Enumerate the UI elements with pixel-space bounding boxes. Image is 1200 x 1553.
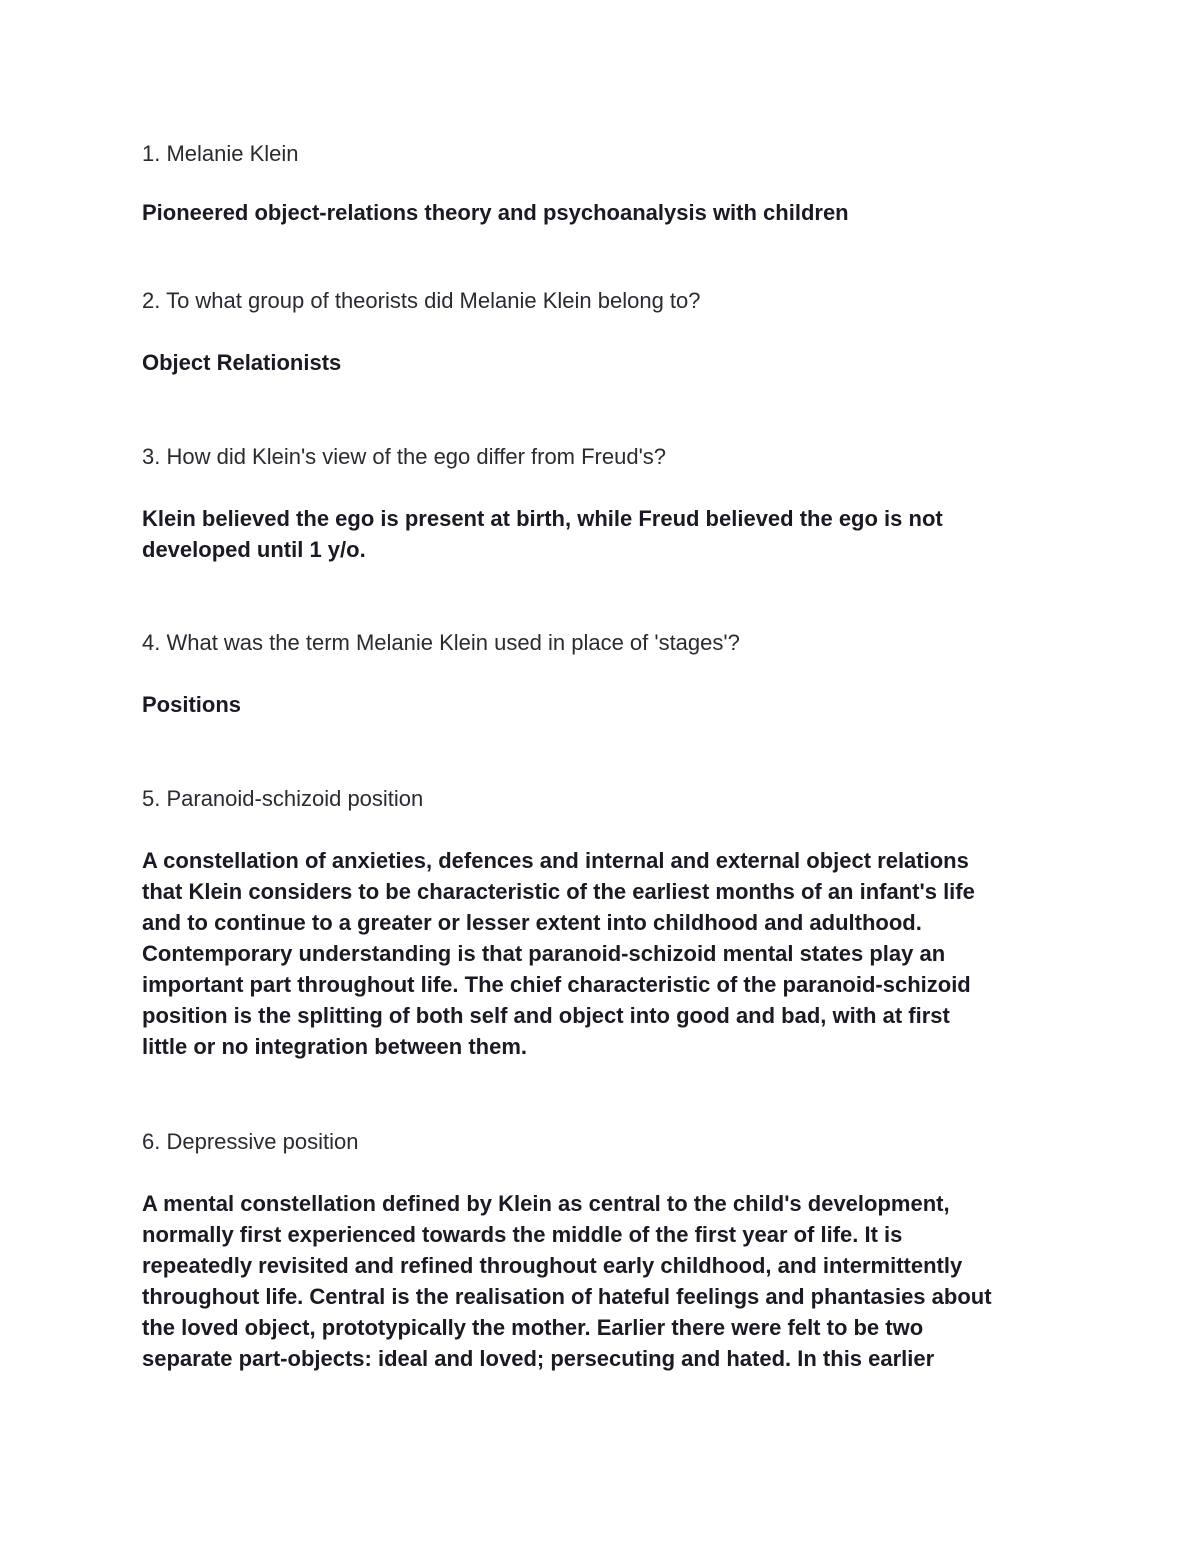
answer-5-line-6: position is the splitting of both self and object into good and bad, with at first — [142, 1003, 950, 1028]
question-4: 4. What was the term Melanie Klein used in place of 'stages'? — [142, 630, 740, 655]
answer-5-line-3: and to continue to a greater or lesser extent into childhood and adulthood. — [142, 910, 922, 935]
question-6: 6. Depressive position — [142, 1129, 359, 1154]
question-3: 3. How did Klein's view of the ego differ from Freud's? — [142, 444, 667, 469]
answer-6-line-4: throughout life. Central is the realisation of hateful feelings and phantasies about — [142, 1284, 992, 1309]
answer-5-line-5: important part throughout life. The chief characteristic of the paranoid-schizoid — [142, 972, 971, 997]
answer-6-line-1: A mental constellation defined by Klein as central to the child's development, — [142, 1191, 950, 1216]
question-2: 2. To what group of theorists did Melanie Klein belong to? — [142, 288, 701, 313]
answer-2-line-1: Object Relationists — [142, 350, 342, 375]
answer-6-line-6: separate part-objects: ideal and loved; persecuting and hated. In this earlier — [142, 1346, 935, 1371]
answer-4-line-1: Positions — [142, 692, 242, 717]
answer-6-line-5: the loved object, prototypically the mother. Earlier there were felt to be two — [142, 1315, 924, 1340]
answer-1-line-1: Pioneered object-relations theory and psychoanalysis with children — [142, 200, 849, 225]
answer-5-line-1: A constellation of anxieties, defences and internal and external object relations — [142, 848, 969, 873]
answer-6-line-3: repeatedly revisited and refined throughout early childhood, and intermittently — [142, 1253, 963, 1278]
answer-5-line-7: little or no integration between them. — [142, 1034, 528, 1059]
answer-5-line-4: Contemporary understanding is that paranoid-schizoid mental states play an — [142, 941, 946, 966]
question-1: 1. Melanie Klein — [142, 141, 299, 166]
answer-3-line-2: developed until 1 y/o. — [142, 537, 366, 562]
answer-5-line-2: that Klein considers to be characteristic of the earliest months of an infant's life — [142, 879, 975, 904]
question-5: 5. Paranoid-schizoid position — [142, 786, 424, 811]
answer-3-line-1: Klein believed the ego is present at birth, while Freud believed the ego is not — [142, 506, 943, 531]
answer-6-line-2: normally first experienced towards the middle of the first year of life. It is — [142, 1222, 903, 1247]
